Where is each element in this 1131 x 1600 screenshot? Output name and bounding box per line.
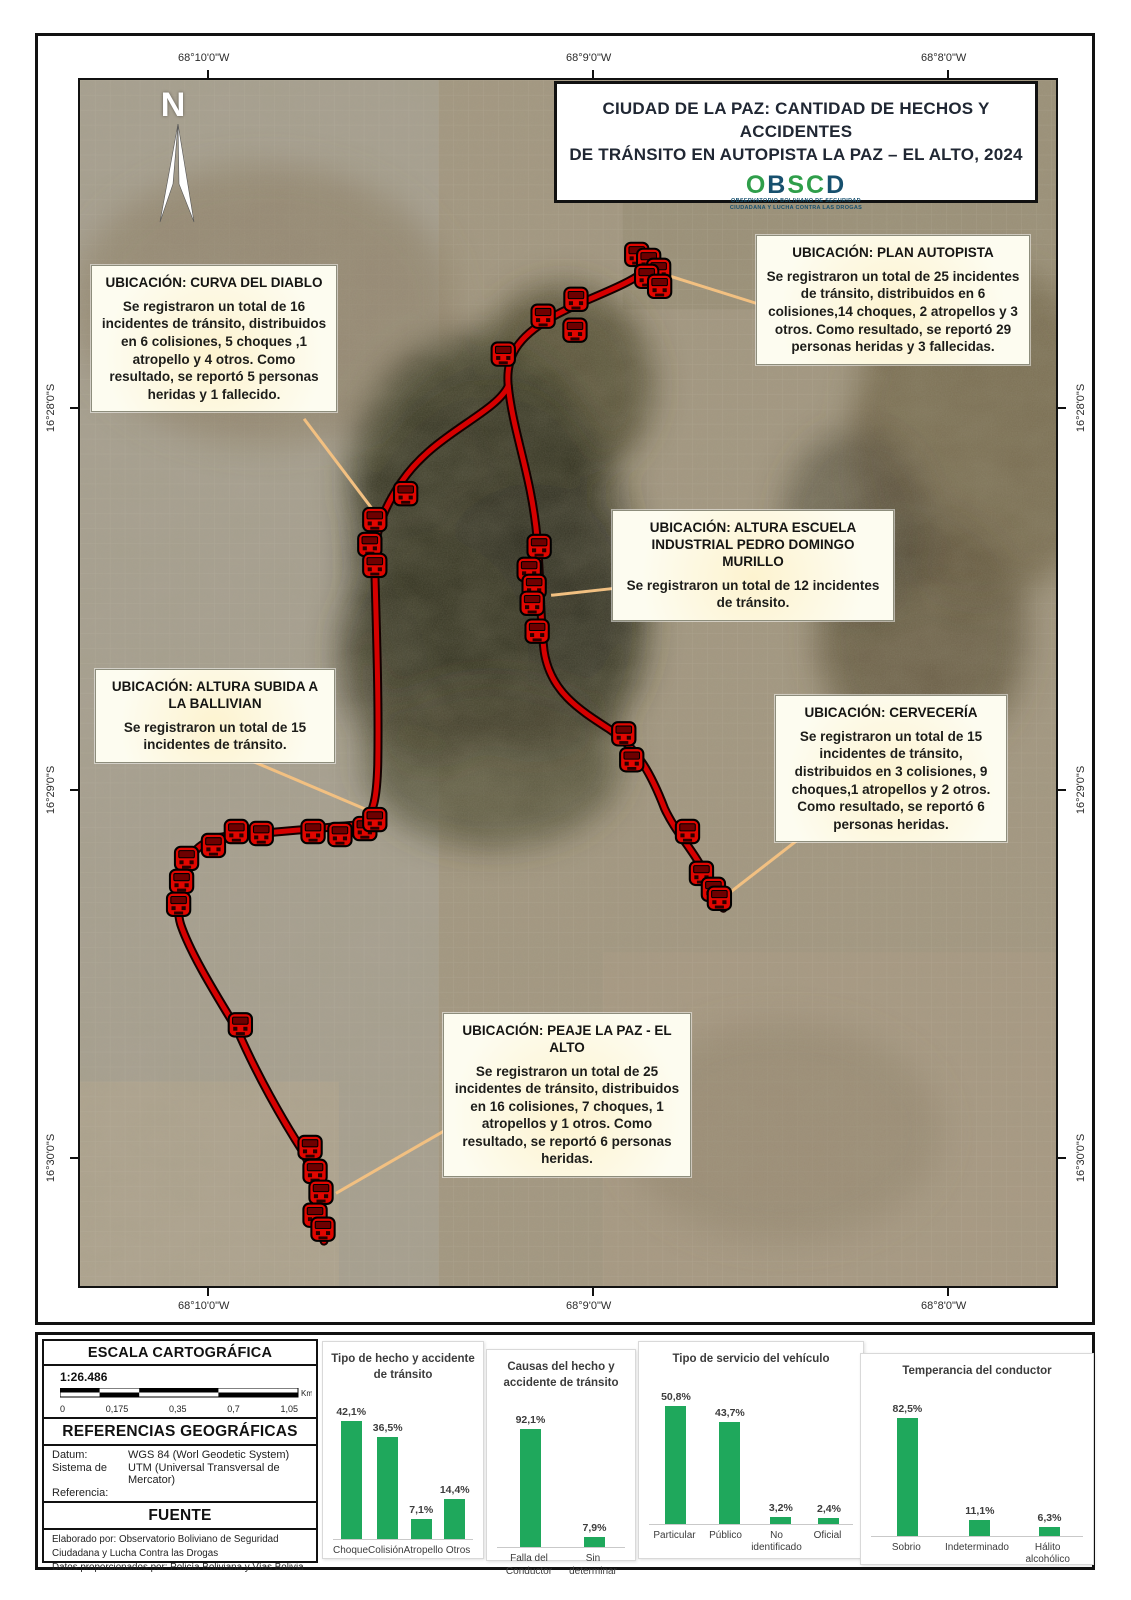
- tick-mark: [1058, 407, 1066, 409]
- map-poster-sheet: [35, 33, 1095, 1325]
- obscd-logo: [557, 170, 1035, 199]
- callout-title: UBICACIÓN: ALTURA ESCUELA INDUSTRIAL PEDRO DOMINGO MURILLO: [649, 520, 857, 569]
- category-label: Atropello: [403, 1545, 444, 1557]
- bar-value-label: 11,1%: [965, 1504, 995, 1517]
- fuente-section: [44, 1530, 316, 1579]
- chart-temperancia: [860, 1353, 1094, 1565]
- callout-title: UBICACIÓN: PLAN AUTOPISTA: [792, 245, 994, 260]
- bar-column: [336, 1389, 366, 1539]
- scale-bar-section: [44, 1366, 316, 1417]
- bar-column: [516, 1397, 546, 1547]
- tick-mark: [592, 70, 594, 78]
- scale-tick: 0: [60, 1404, 66, 1414]
- callout-title: UBICACIÓN: CURVA DEL DIABLO: [105, 275, 323, 290]
- chart-categories: [871, 1542, 1083, 1567]
- callout-plan-autopista: [756, 235, 1030, 365]
- callout-escuela-industrial: [612, 510, 894, 621]
- bar-value-label: 14,4%: [439, 1484, 470, 1497]
- category-label: Hálito alcohólico: [1025, 1541, 1070, 1566]
- callout-title: UBICACIÓN: CERVECERÍA: [804, 705, 978, 720]
- chart-tipo-de-hecho: [322, 1341, 484, 1559]
- bar-column: [1038, 1386, 1062, 1536]
- chart-categories: [333, 1545, 473, 1558]
- callout-subida-ballivian: [95, 669, 335, 763]
- chart-title: Tipo de hecho y accidente de tránsito: [331, 1353, 475, 1381]
- category-label: Oficial: [813, 1529, 842, 1541]
- svg-text:Km: Km: [301, 1389, 312, 1398]
- chart-title: Tipo de servicio del vehículo: [672, 1353, 830, 1365]
- logo-tagline-1: OBSERVATORIO BOLIVIANO DE SEGURIDAD: [731, 197, 861, 204]
- callout-body: Se registraron un total de 12 incidentes de tránsito.: [626, 577, 880, 611]
- bar: [897, 1418, 918, 1536]
- category-label: Falla del Conductor: [505, 1553, 553, 1577]
- sistema-label-1: Sistema de: [52, 1462, 108, 1474]
- chart-causas: [486, 1349, 636, 1577]
- scale-tick: 0,175: [105, 1404, 129, 1414]
- chart-bars: [649, 1374, 853, 1525]
- chart-bars: [871, 1386, 1083, 1537]
- bar-column: [582, 1397, 606, 1547]
- tick-mark: [70, 407, 78, 409]
- scale-tick-labels: [60, 1404, 298, 1414]
- bar: [377, 1437, 398, 1539]
- bar-value-label: 7,9%: [582, 1522, 607, 1535]
- logo-letter: D: [826, 170, 847, 199]
- callout-title: UBICACIÓN: ALTURA SUBIDA A LA BALLIVIAN: [111, 679, 319, 711]
- bar-column: [817, 1374, 841, 1524]
- bar: [520, 1429, 541, 1547]
- fuente-line1: Elaborado por: Observatorio Boliviano de Seguridad Ciudadana y Lucha Contra las Drogas: [52, 1534, 279, 1560]
- bar: [719, 1422, 740, 1524]
- legend-and-charts-panel: [35, 1332, 1095, 1577]
- referencias-section: [44, 1446, 316, 1501]
- map-title-line1: CIUDAD DE LA PAZ: CANTIDAD DE HECHOS Y ACCIDENTES: [602, 99, 990, 141]
- bar-column: [715, 1374, 745, 1524]
- bar: [818, 1518, 839, 1524]
- bar: [665, 1406, 686, 1524]
- tick-mark: [207, 1288, 209, 1296]
- category-label: Colisión: [368, 1545, 404, 1557]
- bar-column: [893, 1386, 923, 1536]
- coordinate-label: 16°30'0"S: [45, 1133, 57, 1183]
- bar-value-label: 36,5%: [372, 1422, 403, 1435]
- logo-letter: C: [806, 170, 827, 199]
- bar-value-label: 50,8%: [661, 1390, 691, 1403]
- scale-tick: 1,05: [280, 1404, 298, 1414]
- chart-title: Temperancia del conductor: [902, 1365, 1052, 1377]
- bar-column: [965, 1386, 994, 1536]
- scale-tick: 0,35: [168, 1404, 187, 1414]
- bar: [341, 1421, 362, 1539]
- category-label: No identificado: [751, 1529, 802, 1554]
- bar-value-label: 82,5%: [892, 1402, 923, 1415]
- title-box: [554, 81, 1038, 212]
- chart-title: Causas del hecho y accidente de tránsito: [503, 1361, 619, 1389]
- bar: [411, 1519, 432, 1539]
- coordinate-label: 16°29'0"S: [1075, 765, 1087, 815]
- chart-categories: [649, 1530, 853, 1555]
- coordinate-label: 16°29'0"S: [45, 765, 57, 815]
- tick-mark: [70, 1157, 78, 1159]
- bar: [969, 1520, 990, 1536]
- callout-body: Se registraron un total de 15 incidentes de tránsito, distribuidos en 3 colisiones, 9 choques,1 atropellos y 2 otros. Como resultado, se reportó 6 personas heridas.: [791, 728, 991, 832]
- category-label: Otros: [445, 1545, 471, 1557]
- datum-label: Datum:: [52, 1449, 88, 1461]
- bar-value-label: 42,1%: [336, 1406, 367, 1419]
- category-label: Sobrio: [891, 1541, 921, 1553]
- logo-letter: B: [767, 170, 788, 199]
- bar-column: [409, 1389, 433, 1539]
- bar-value-label: 6,3%: [1037, 1511, 1062, 1524]
- bar-column: [373, 1389, 403, 1539]
- chart-categories: [497, 1553, 625, 1578]
- callout-body: Se registraron un total de 16 incidentes de tránsito, distribuidos en 6 colisiones, 5 choques ,1 atropello y 4 otros. Como resultado, se reportó 5 personas heridas y 1 fallecido.: [101, 298, 327, 402]
- scale-tick: 0,7: [227, 1404, 240, 1414]
- chart-bars: [333, 1389, 473, 1540]
- referencias-header: REFERENCIAS GEOGRÁFICAS: [44, 1417, 316, 1446]
- tick-mark: [592, 1288, 594, 1296]
- bar: [444, 1499, 465, 1539]
- bar: [1039, 1527, 1060, 1536]
- bar-column: [769, 1374, 793, 1524]
- bar-value-label: 3,2%: [768, 1501, 793, 1514]
- coordinate-label: 68°10'0"W: [178, 1300, 230, 1312]
- tick-mark: [947, 1288, 949, 1296]
- category-label: Particular: [653, 1529, 696, 1541]
- coordinate-label: 16°28'0"S: [45, 383, 57, 433]
- tick-mark: [947, 70, 949, 78]
- coordinate-label: 68°9'0"W: [566, 1300, 612, 1312]
- coordinate-label: 16°28'0"S: [1075, 383, 1087, 433]
- bar: [770, 1517, 791, 1524]
- callout-body: Se registraron un total de 25 incidentes de tránsito, distribuidos en 16 colisiones, 7 choques, 1 atropellos y 1 otros. Como resultado, se reportó 6 personas heridas.: [454, 1063, 680, 1167]
- bar-column: [661, 1374, 691, 1524]
- fuente-header: FUENTE: [44, 1501, 316, 1530]
- logo-letter: S: [787, 170, 807, 199]
- sistema-label-2: Referencia:: [52, 1487, 109, 1499]
- bar: [584, 1537, 605, 1547]
- scale-ratio: 1:26.486: [60, 1370, 108, 1384]
- category-label: Sin determinar: [569, 1553, 617, 1577]
- category-label: Choque: [333, 1545, 369, 1557]
- coordinate-label: 68°8'0"W: [921, 52, 967, 64]
- scale-bar: [60, 1388, 312, 1398]
- bar-value-label: 43,7%: [714, 1406, 745, 1419]
- north-arrow: [133, 88, 213, 228]
- callout-body: Se registraron un total de 15 incidentes de tránsito.: [123, 719, 307, 753]
- sistema-value: UTM (Universal Transversal de Mercator): [128, 1462, 280, 1486]
- chart-bars: [497, 1397, 625, 1548]
- category-label: Público: [709, 1529, 742, 1541]
- callout-curva-del-diablo: [91, 265, 337, 412]
- map-info-box: [42, 1339, 318, 1574]
- tick-mark: [70, 789, 78, 791]
- coordinate-label: 68°9'0"W: [566, 52, 612, 64]
- coordinate-label: 16°30'0"S: [1075, 1133, 1087, 1183]
- category-label: Indeterminado: [945, 1541, 1009, 1553]
- datum-value: WGS 84 (Worl Geodetic System): [128, 1449, 290, 1461]
- north-arrow-icon: [138, 122, 208, 227]
- escala-header: ESCALA CARTOGRÁFICA: [44, 1341, 316, 1366]
- callout-body: Se registraron un total de 25 incidentes de tránsito, distribuidos en 6 colisiones,14 choques, 2 atropellos y 3 otros. Como resultado, se reportó 29 personas heridas y 3 fallecidas.: [766, 268, 1020, 355]
- bar-value-label: 2,4%: [816, 1502, 841, 1515]
- north-label: N: [160, 86, 186, 124]
- callout-peaje: [443, 1013, 691, 1177]
- coordinate-label: 68°8'0"W: [921, 1300, 967, 1312]
- fuente-line2: Datos proporcionados por: Policía Boliviana y Vías Bolivia: [52, 1562, 304, 1574]
- bar-value-label: 7,1%: [409, 1504, 434, 1517]
- logo-letter: O: [745, 170, 768, 199]
- bar-column: [440, 1389, 470, 1539]
- chart-tipo-de-servicio: [638, 1341, 864, 1559]
- tick-mark: [207, 70, 209, 78]
- tick-mark: [1058, 789, 1066, 791]
- callout-cerveceria: [775, 695, 1007, 842]
- tick-mark: [1058, 1157, 1066, 1159]
- bar-value-label: 92,1%: [515, 1414, 546, 1427]
- callout-title: UBICACIÓN: PEAJE LA PAZ - EL ALTO: [462, 1023, 672, 1055]
- coordinate-label: 68°10'0"W: [178, 52, 230, 64]
- map-title-line2: DE TRÁNSITO EN AUTOPISTA LA PAZ – EL ALTO, 2024: [569, 144, 1023, 164]
- logo-tagline-2: CIUDADANA Y LUCHA CONTRA LAS DROGAS: [729, 205, 863, 212]
